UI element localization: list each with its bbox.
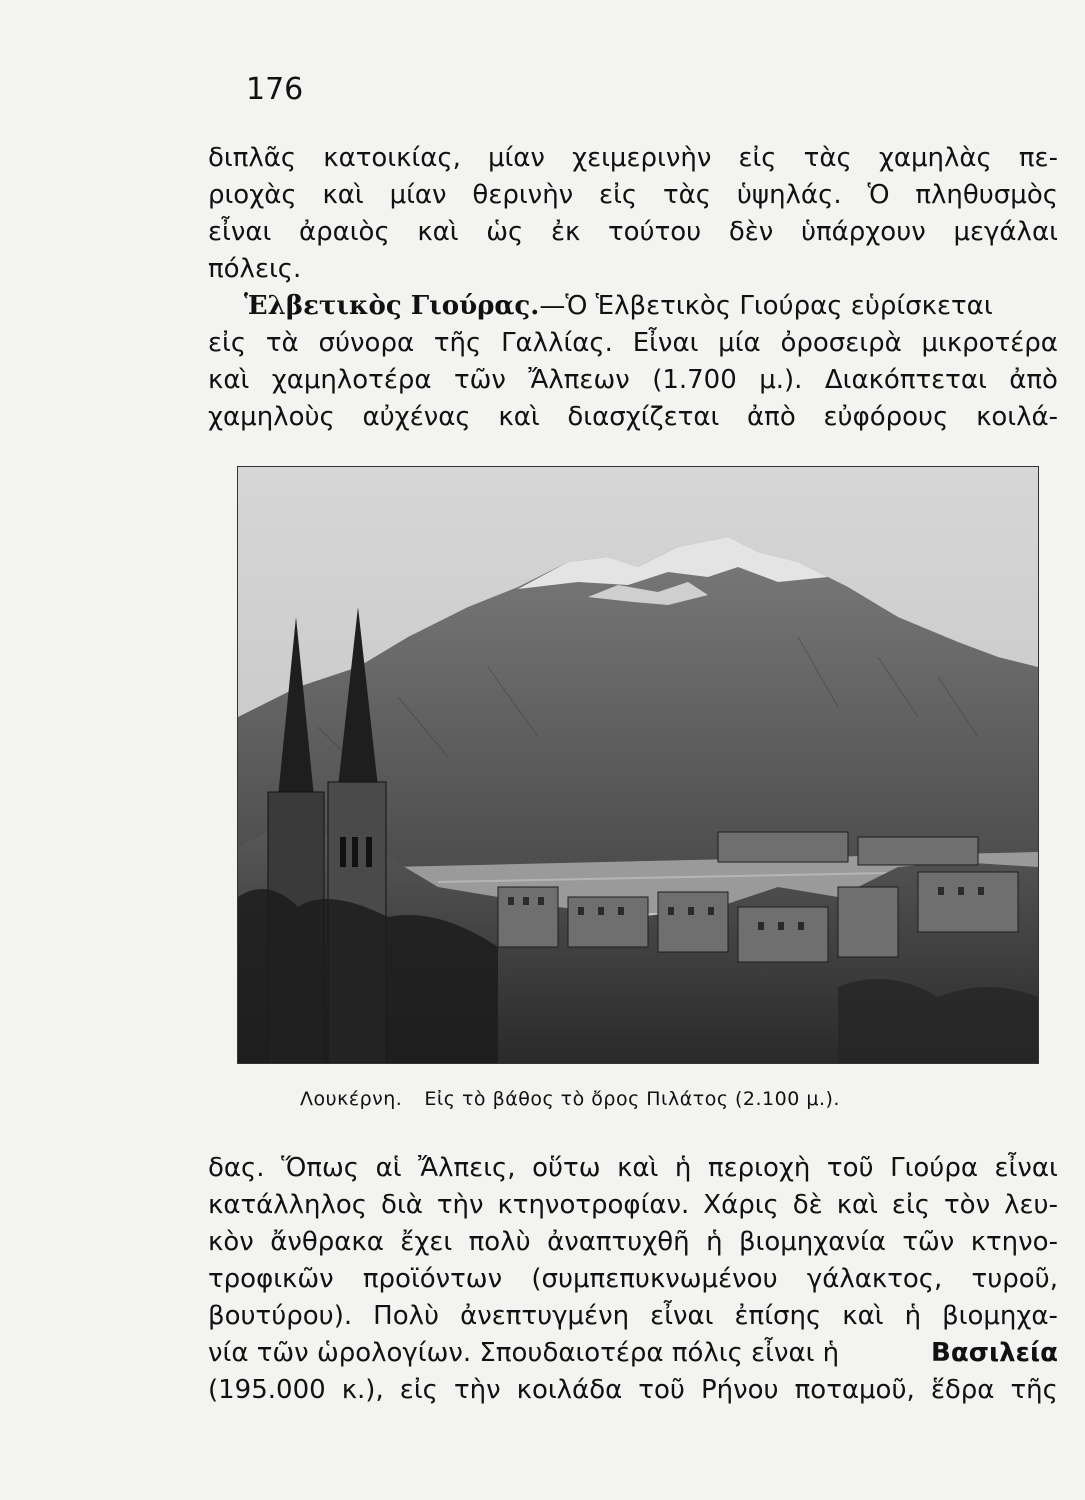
text-line: εἰς τὰ σύνορα τῆς Γαλλίας. Εἶναι μία ὀροσειρὰ μικροτέρα xyxy=(208,328,1058,358)
section-heading: Ἑλβετικὸς Γιούρας. xyxy=(244,291,540,321)
text-line: χαμηλοὺς αὐχένας καὶ διασχίζεται ἀπὸ εὐφόρους κοιλά- xyxy=(208,402,1058,432)
text-line: καὶ χαμηλοτέρα τῶν Ἄλπεων (1.700 μ.). Διακόπτεται ἀπὸ xyxy=(208,365,1058,395)
text-line: κατάλληλος διὰ τὴν κτηνοτροφίαν. Χάρις δὲ καὶ εἰς τὸν λευ- xyxy=(208,1190,1058,1220)
bottom-paragraph xyxy=(208,1150,1058,1409)
section-first-line xyxy=(208,288,1058,325)
section-heading-rest: —Ὁ Ἑλβετικὸς Γιούρας εὑρίσκεται xyxy=(539,291,993,321)
text-line-with-bold xyxy=(208,1335,1058,1372)
text-line: βουτύρου). Πολὺ ἀνεπτυγμένη εἶναι ἐπίσης καὶ ἡ βιομηχα- xyxy=(208,1301,1058,1331)
figure-caption xyxy=(300,1088,840,1110)
caption-place: Λουκέρνη. xyxy=(300,1088,403,1110)
text-line: ριοχὰς καὶ μίαν θερινὴν εἰς τὰς ὑψηλάς. Ὁ πληθυσμὸς xyxy=(208,180,1058,210)
line-text: νία τῶν ὡρολογίων. Σπουδαιοτέρα πόλις εἶναι ἡ xyxy=(208,1338,840,1368)
text-line: κὸν ἄνθρακα ἔχει πολὺ ἀναπτυχθῆ ἡ βιομηχανία τῶν κτηνο- xyxy=(208,1227,1058,1257)
text-line: πόλεις. xyxy=(208,254,302,284)
page-number: 176 xyxy=(246,72,304,107)
text-line: δας. Ὅπως αἱ Ἄλπεις, οὕτω καὶ ἡ περιοχὴ τοῦ Γιούρα εἶναι xyxy=(208,1153,1058,1183)
text-line: τροφικῶν προϊόντων (συμπεπυκνωμένου γάλακτος, τυροῦ, xyxy=(208,1264,1058,1294)
top-paragraph xyxy=(208,140,1058,436)
city-name-basel: Βασιλεία xyxy=(931,1338,1058,1368)
text-line: εἶναι ἀραιὸς καὶ ὡς ἐκ τούτου δὲν ὑπάρχουν μεγάλαι xyxy=(208,217,1058,247)
lucerne-photo xyxy=(237,466,1039,1064)
text-line: διπλᾶς κατοικίας, μίαν χειμερινὴν εἰς τὰς χαμηλὰς πε- xyxy=(208,143,1058,173)
caption-text: Εἰς τὸ βάθος τὸ ὄρος Πιλάτος (2.100 μ.). xyxy=(424,1088,840,1110)
text-line: (195.000 κ.), εἰς τὴν κοιλάδα τοῦ Ρήνου ποταμοῦ, ἕδρα τῆς xyxy=(208,1375,1058,1405)
